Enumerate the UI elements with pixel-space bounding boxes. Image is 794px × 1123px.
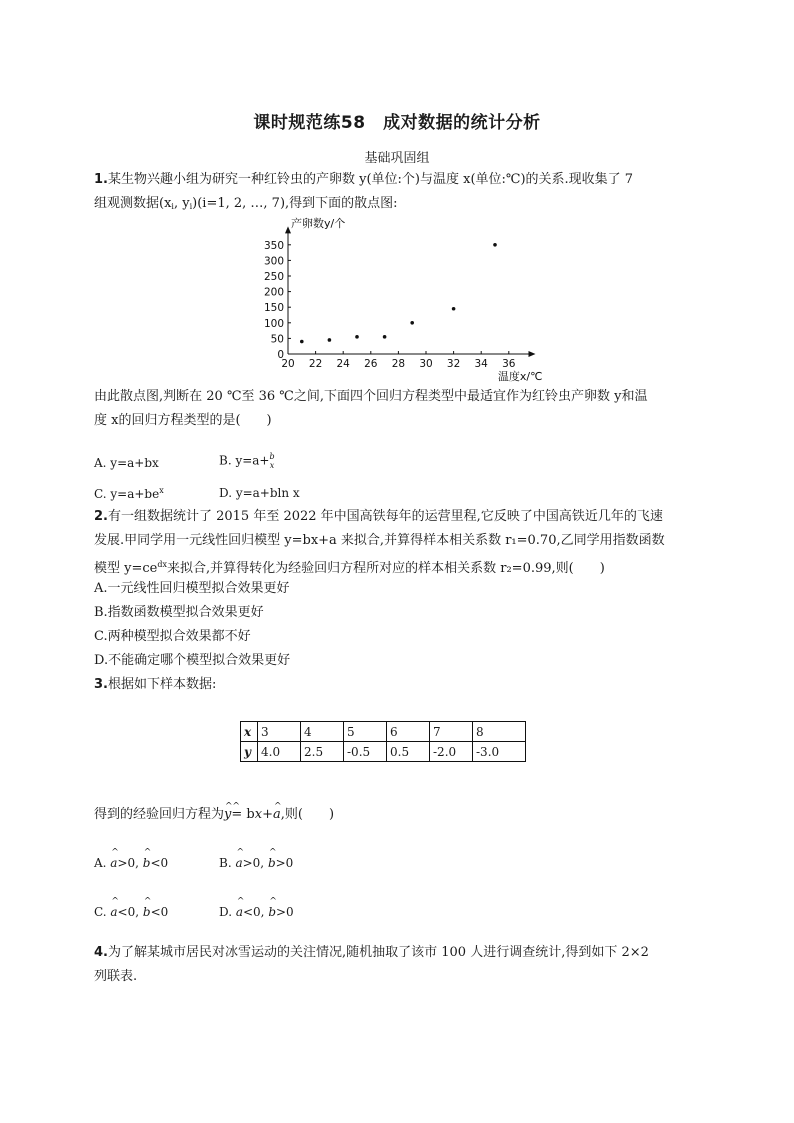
question-1-option-d[interactable]: D. y=a+bln x [219, 486, 300, 500]
question-1-stem-line2: 组观测数据($x_i$, $y_i)(i=1$, 2, …, 7),得到下面的散点图: [94, 196, 398, 211]
data-point [328, 338, 332, 342]
data-point [493, 243, 497, 247]
x-tick-label: 22 [308, 358, 323, 370]
table-row-x [241, 722, 526, 742]
data-point [410, 321, 414, 325]
x-tick-label: 34 [474, 358, 488, 370]
data-point [355, 335, 359, 339]
section-heading: 基础巩固组 [364, 151, 430, 166]
x-tick-label: 28 [391, 358, 406, 370]
question-2-option-a[interactable]: A.一元线性回归模型拟合效果更好 [94, 581, 290, 596]
x-axis-arrow [529, 351, 536, 357]
table-cell: 4.0 [258, 742, 301, 762]
y-tick-label: 250 [263, 271, 284, 283]
question-1-option-c[interactable]: C. $y=a+be^x$ [94, 486, 164, 501]
table-row-y [241, 742, 526, 762]
table-header-y: y [241, 742, 258, 762]
question-2-line1: 2.有一组数据统计了 2015 年至 2022 年中国高铁每年的运营里程,它反映了中国高铁近几年的飞速 [94, 509, 663, 524]
sample-data-table [240, 721, 526, 762]
question-2-line2: 发展.甲同学用一元线性回归模型 y=bx+a 来拟合,并算得样本相关系数 r₁=0.70,乙同学用指数函数 [94, 533, 665, 548]
data-point [383, 335, 387, 339]
question-3-stem: 3.根据如下样本数据: [94, 677, 217, 692]
y-tick-label: 300 [263, 255, 284, 268]
page-title: 课时规范练58 成对数据的统计分析 [253, 113, 541, 133]
scatter-chart [255, 213, 545, 383]
question-3-option-c[interactable]: C. ^ a<0, ^ b<0 [94, 905, 168, 919]
question-2-number: 2. [94, 509, 108, 524]
x-tick-label: 20 [281, 358, 295, 370]
question-2-option-d[interactable]: D.不能确定哪个模型拟合效果更好 [94, 653, 291, 668]
x-tick-label: 36 [502, 358, 516, 370]
table-header-x: x [241, 722, 258, 742]
question-1-option-a[interactable]: A. y=a+bx [94, 456, 159, 470]
y-tick-label: 50 [270, 333, 284, 346]
question-3-option-a[interactable]: A. ^ a>0, ^ b<0 [94, 856, 168, 870]
y-tick-label: 100 [263, 317, 284, 330]
x-tick-label: 24 [336, 358, 350, 370]
question-1-option-b[interactable]: B. y=a+ b x [219, 452, 275, 470]
question-1-number: 1. [94, 172, 108, 187]
question-4-line2: 列联表. [94, 969, 138, 984]
question-1-after-line1: 由此散点图,判断在 20 ℃至 36 ℃之间,下面四个回归方程类型中最适宜作为红铃虫产卵数 y和温 [94, 389, 648, 404]
data-point [300, 340, 304, 344]
question-3-after-line: 得到的经验回归方程为^ y^ = bx+^ a,则( ) [94, 806, 334, 824]
x-axis-label: 温度x/℃ [497, 370, 543, 383]
question-4-number: 4. [94, 945, 108, 960]
x-tick-label: 30 [419, 358, 433, 370]
y-tick-label: 150 [263, 302, 284, 315]
table-cell: 6 [387, 722, 430, 742]
table-cell: -0.5 [344, 742, 387, 762]
question-4-line1: 4.为了解某城市居民对冰雪运动的关注情况,随机抽取了该市 100 人进行调查统计,得到如下 2×2 [94, 945, 649, 960]
table-cell: -3.0 [473, 742, 526, 762]
y-tick-label: 200 [263, 286, 284, 299]
question-2-option-c[interactable]: C.两种模型拟合效果都不好 [94, 629, 251, 644]
table-cell: 4 [301, 722, 344, 742]
x-tick-label: 32 [446, 358, 461, 370]
table-cell: 7 [430, 722, 473, 742]
question-3-option-b[interactable]: B. ^ a>0, ^ b>0 [219, 856, 293, 870]
question-3-option-d[interactable]: D. ^ a<0, ^ b>0 [219, 905, 294, 919]
data-point [452, 307, 456, 311]
question-3-number: 3. [94, 677, 108, 692]
question-2-option-b[interactable]: B.指数函数模型拟合效果更好 [94, 605, 264, 620]
y-tick-label: 0 [277, 349, 284, 361]
table-cell: -2.0 [430, 742, 473, 762]
y-axis-label: 产卵数y/个 [291, 217, 346, 230]
table-cell: 8 [473, 722, 526, 742]
question-1-after-line2: 度 x的回归方程类型的是( ) [94, 413, 272, 428]
table-cell: 2.5 [301, 742, 344, 762]
question-2-line3: 模型 $y=ce^{dx}$来拟合,并算得转化为经验回归方程所对应的样本相关系数 r₂=0.99,则( ) [94, 560, 605, 576]
x-tick-label: 26 [364, 358, 378, 370]
table-cell: 3 [258, 722, 301, 742]
y-tick-label: 350 [263, 239, 284, 252]
question-1-stem-line1: 1.某生物兴趣小组为研究一种红铃虫的产卵数 y(单位:个)与温度 x(单位:℃)的关系.现收集了 7 [94, 172, 634, 187]
fraction-b-over-x: b x [269, 452, 275, 470]
table-cell: 5 [344, 722, 387, 742]
table-cell: 0.5 [387, 742, 430, 762]
